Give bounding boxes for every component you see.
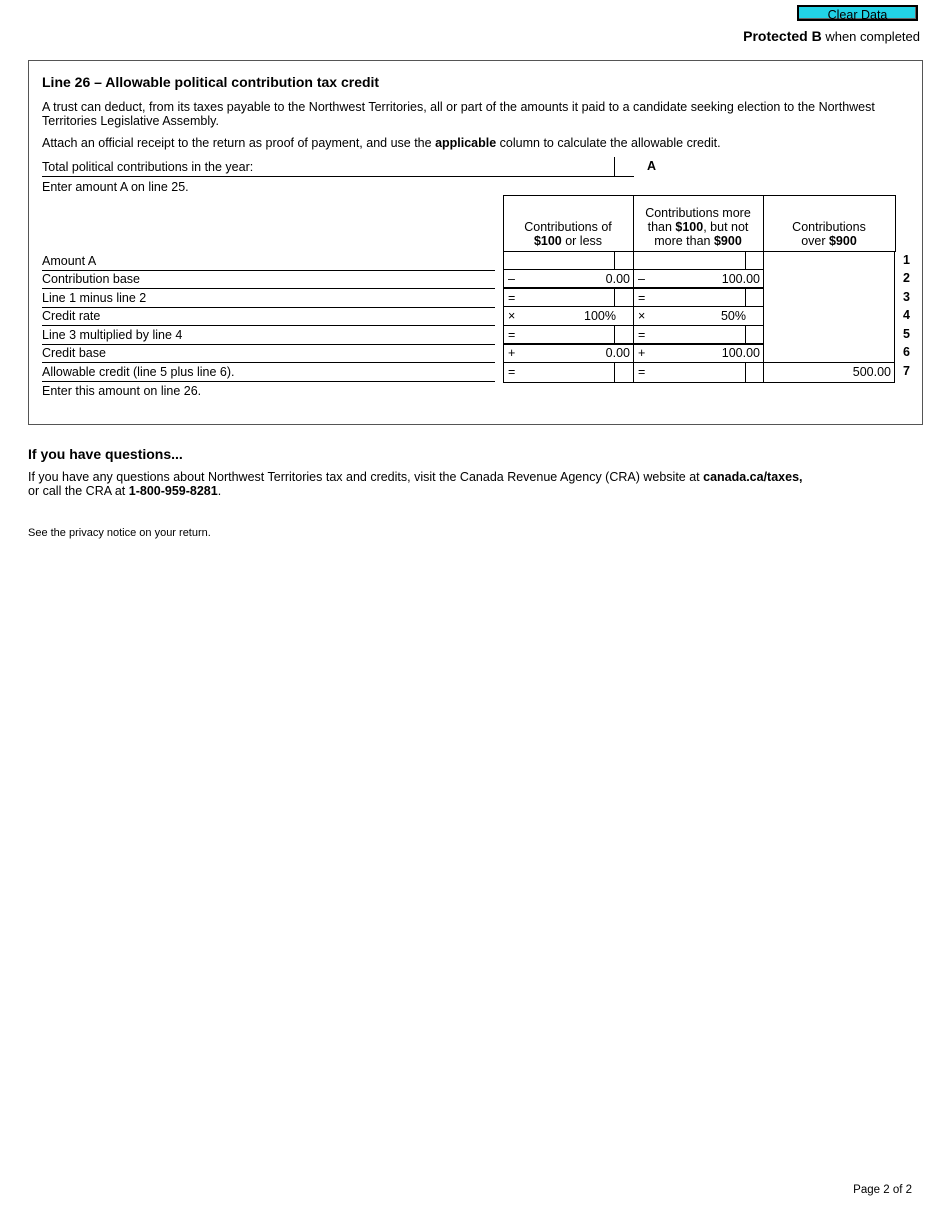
row-3-col1-input[interactable] bbox=[504, 289, 632, 305]
col1-header-pre: Contributions of bbox=[524, 220, 612, 234]
col3-line7-bottom bbox=[763, 382, 895, 383]
grid-right-border bbox=[894, 251, 895, 383]
protected-b-rest: when completed bbox=[821, 29, 920, 44]
row-7-col2-input[interactable] bbox=[634, 364, 762, 380]
grid-line-3 bbox=[503, 306, 763, 307]
row-3-col2-operator: = bbox=[638, 291, 646, 305]
row-3-col2-input[interactable] bbox=[634, 289, 762, 305]
row-3-col1-operator: = bbox=[508, 291, 516, 305]
grid-line-7 bbox=[503, 382, 763, 383]
row-5-col1-operator: = bbox=[508, 328, 516, 342]
row-5-col2-input[interactable] bbox=[634, 326, 762, 342]
row-6-col2-operator: + bbox=[638, 346, 646, 360]
row-2-col1-value: 0.00 bbox=[605, 272, 630, 286]
enter-amount-a-note: Enter amount A on line 25. bbox=[42, 180, 189, 194]
col2-header-bold: $100 bbox=[675, 220, 704, 234]
row-4-col1-value: 100% bbox=[584, 309, 616, 323]
questions-text bbox=[28, 470, 928, 498]
row-2-col2-operator: – bbox=[638, 272, 645, 286]
clear-data-button[interactable]: Clear Data bbox=[797, 5, 918, 21]
col1-header-bold: $100 bbox=[533, 234, 562, 248]
col1-header bbox=[504, 220, 632, 248]
grid-line-6 bbox=[503, 362, 763, 363]
protected-b-label bbox=[743, 28, 920, 44]
row-1-col2-input[interactable] bbox=[634, 252, 762, 268]
row-5-col2-operator: = bbox=[638, 328, 646, 342]
row-6-label: Credit base bbox=[42, 345, 495, 363]
total-contributions-input[interactable] bbox=[466, 157, 614, 177]
row-2-label: Contribution base bbox=[42, 271, 495, 289]
row-7-label: Allowable credit (line 5 plus line 6). bbox=[42, 364, 495, 382]
attach-text-post: column to calculate the allowable credit. bbox=[496, 136, 721, 150]
questions-line2-post: . bbox=[217, 484, 222, 498]
row-7-col2-operator: = bbox=[638, 365, 646, 379]
row-2-number: 2 bbox=[903, 271, 910, 285]
row-5-number: 5 bbox=[903, 327, 910, 341]
section-title: Line 26 – Allowable political contribution tax credit bbox=[42, 74, 380, 90]
col3-header-bold: $900 bbox=[828, 234, 857, 248]
cents-divider bbox=[614, 157, 615, 177]
col2-header: Contributions more than $100, but not more than $900 bbox=[645, 206, 751, 248]
enter-line-26-note: Enter this amount on line 26. bbox=[42, 384, 202, 398]
row-1-col1-input[interactable] bbox=[504, 252, 632, 268]
grid-line-5 bbox=[503, 343, 763, 345]
privacy-notice: See the privacy notice on your return. bbox=[28, 527, 211, 539]
row-4-number: 4 bbox=[903, 308, 910, 322]
questions-title: If you have questions... bbox=[28, 446, 183, 462]
row-4-label: Credit rate bbox=[42, 308, 495, 326]
row-4-col2-value: 50% bbox=[720, 309, 746, 323]
row-4-col1-operator: × bbox=[508, 309, 516, 323]
row-2-col2-value: 100.00 bbox=[721, 272, 760, 286]
row-1-label: Amount A bbox=[42, 253, 495, 271]
attach-text-pre: Attach an official receipt to the return as proof of payment, and use the bbox=[42, 136, 436, 150]
cra-website-link[interactable]: canada.ca/taxes, bbox=[703, 470, 803, 484]
col2-header-bold2: $900 bbox=[713, 234, 742, 248]
row-2-col1-operator: – bbox=[508, 272, 515, 286]
row-1-number: 1 bbox=[903, 253, 910, 267]
row-7-col1-operator: = bbox=[508, 365, 516, 379]
row-6-col1-operator: + bbox=[508, 346, 516, 360]
intro-paragraph: A trust can deduct, from its taxes payable to the Northwest Territories, all or part of the amounts it paid to a candidate seeking election to the Northwest Territories Legislative Assembly. bbox=[42, 100, 875, 128]
row-6-col2-value: 100.00 bbox=[721, 346, 760, 360]
col1-header-post: or less bbox=[561, 234, 603, 248]
attach-paragraph bbox=[42, 136, 882, 150]
page-number: Page 2 of 2 bbox=[853, 1184, 912, 1196]
total-contributions-label: Total political contributions in the year: bbox=[42, 160, 254, 174]
row-4-col2-operator: × bbox=[638, 309, 646, 323]
col3-line7-top bbox=[763, 362, 895, 363]
amount-a-letter: A bbox=[647, 159, 657, 173]
row-6-number: 6 bbox=[903, 345, 910, 359]
questions-line1-pre: If you have any questions about Northwest Territories tax and credits, visit the Canada Revenue Agency (CRA) website at bbox=[28, 470, 704, 484]
row-3-label: Line 1 minus line 2 bbox=[42, 290, 495, 308]
cra-phone-number: 1-800-959-8281 bbox=[128, 484, 218, 498]
attach-text-bold: applicable bbox=[435, 136, 497, 150]
row-5-label: Line 3 multiplied by line 4 bbox=[42, 327, 495, 345]
row-6-col1-value: 0.00 bbox=[605, 346, 630, 360]
questions-line2-pre: or call the CRA at bbox=[28, 484, 129, 498]
row-7-col1-input[interactable] bbox=[504, 364, 632, 380]
row-7-number: 7 bbox=[903, 364, 910, 378]
col3-header: Contributions over $900 bbox=[792, 220, 866, 248]
row-3-number: 3 bbox=[903, 290, 910, 304]
row-5-col1-input[interactable] bbox=[504, 326, 632, 342]
grid-line-1 bbox=[503, 269, 763, 270]
row-7-col3-value: 500.00 bbox=[852, 365, 891, 379]
protected-b-bold: Protected B bbox=[743, 28, 822, 44]
